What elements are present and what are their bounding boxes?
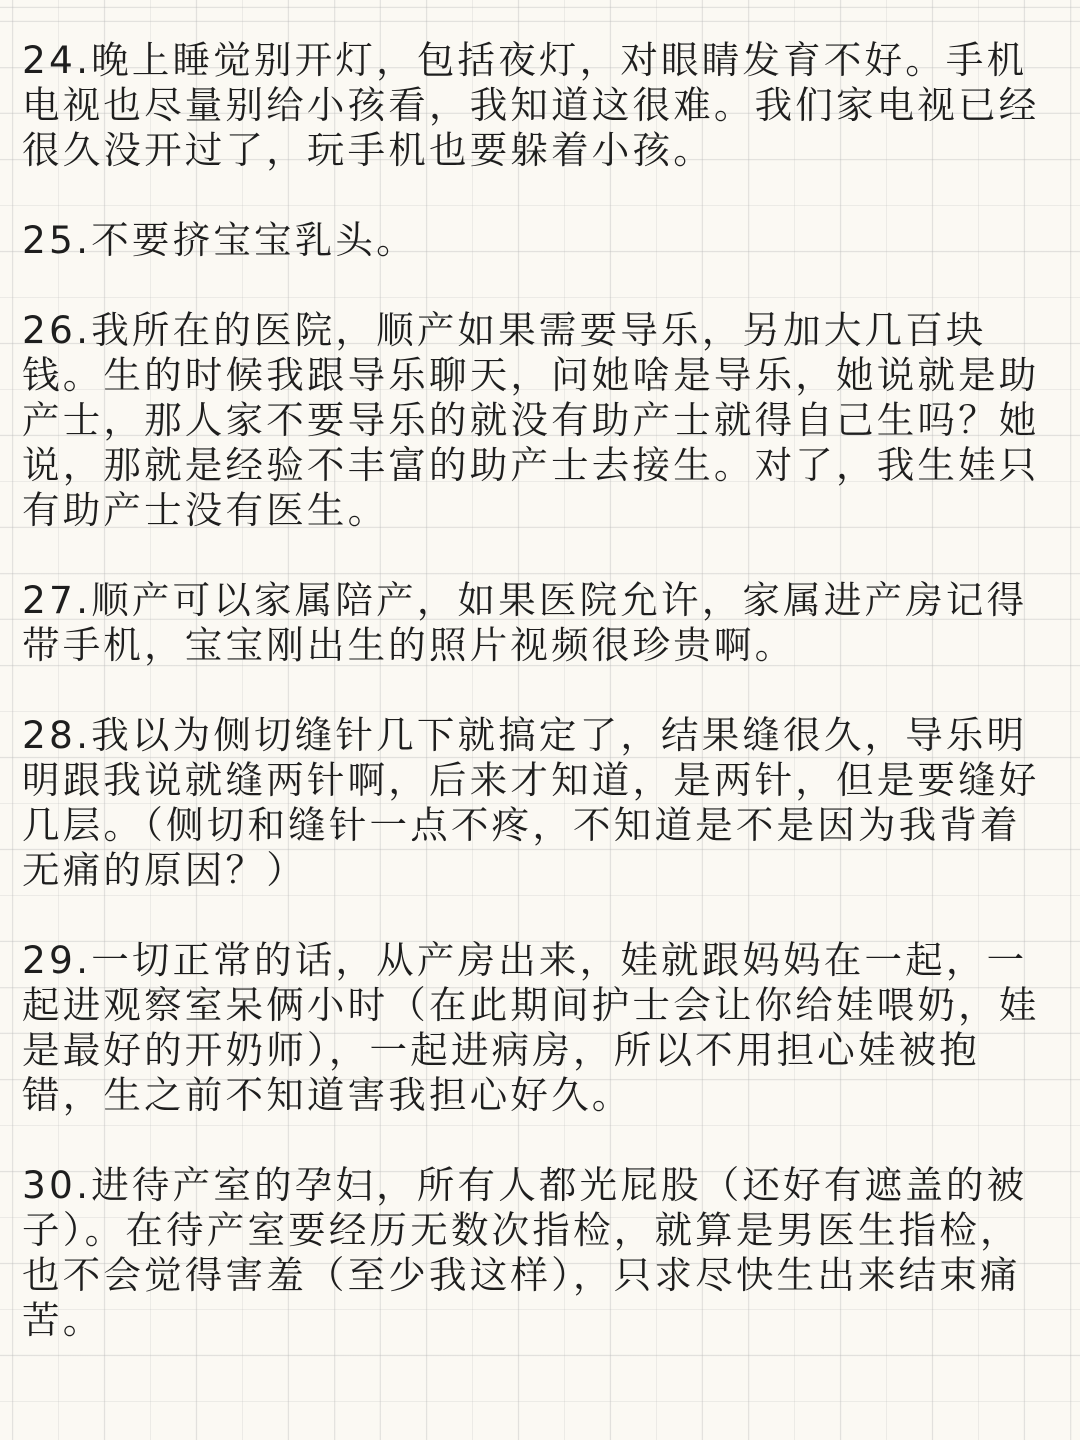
note-item-27: 27.顺产可以家属陪产，如果医院允许，家属进产房记得带手机，宝宝刚出生的照片视频很珍贵啊。 <box>22 578 1028 667</box>
note-item-28: 28.我以为侧切缝针几下就搞定了，结果缝很久，导乐明明跟我说就缝两针啊，后来才知道，是两针，但是要缝好几层。（侧切和缝针一点不疼，不知道是不是因为我背着无痛的原因？） <box>22 713 1040 892</box>
note-item-24: 24.晚上睡觉别开灯，包括夜灯，对眼睛发育不好。手机电视也尽量别给小孩看，我知道这很难。我们家电视已经很久没开过了，玩手机也要躲着小孩。 <box>22 38 1040 172</box>
note-item-29: 29.一切正常的话，从产房出来，娃就跟妈妈在一起，一起进观察室呆俩小时（在此期间护士会让你给娃喂奶，娃是最好的开奶师），一起进病房，所以不用担心娃被抱错，生之前不知道害我担心好久。 <box>22 938 1040 1117</box>
note-item-26: 26.我所在的医院，顺产如果需要导乐，另加大几百块钱。生的时候我跟导乐聊天，问她啥是导乐，她说就是助产士，那人家不要导乐的就没有助产士就得自己生吗？她说，那就是经验不丰富的助产士去接生。对了，我生娃只有助产士没有医生。 <box>22 308 1040 532</box>
note-item-30: 30.进待产室的孕妇，所有人都光屁股（还好有遮盖的被子）。在待产室要经历无数次指检，就算是男医生指检，也不会觉得害羞（至少我这样），只求尽快生出来结束痛苦。 <box>22 1163 1028 1342</box>
note-item-25: 25.不要挤宝宝乳头。 <box>22 218 417 262</box>
